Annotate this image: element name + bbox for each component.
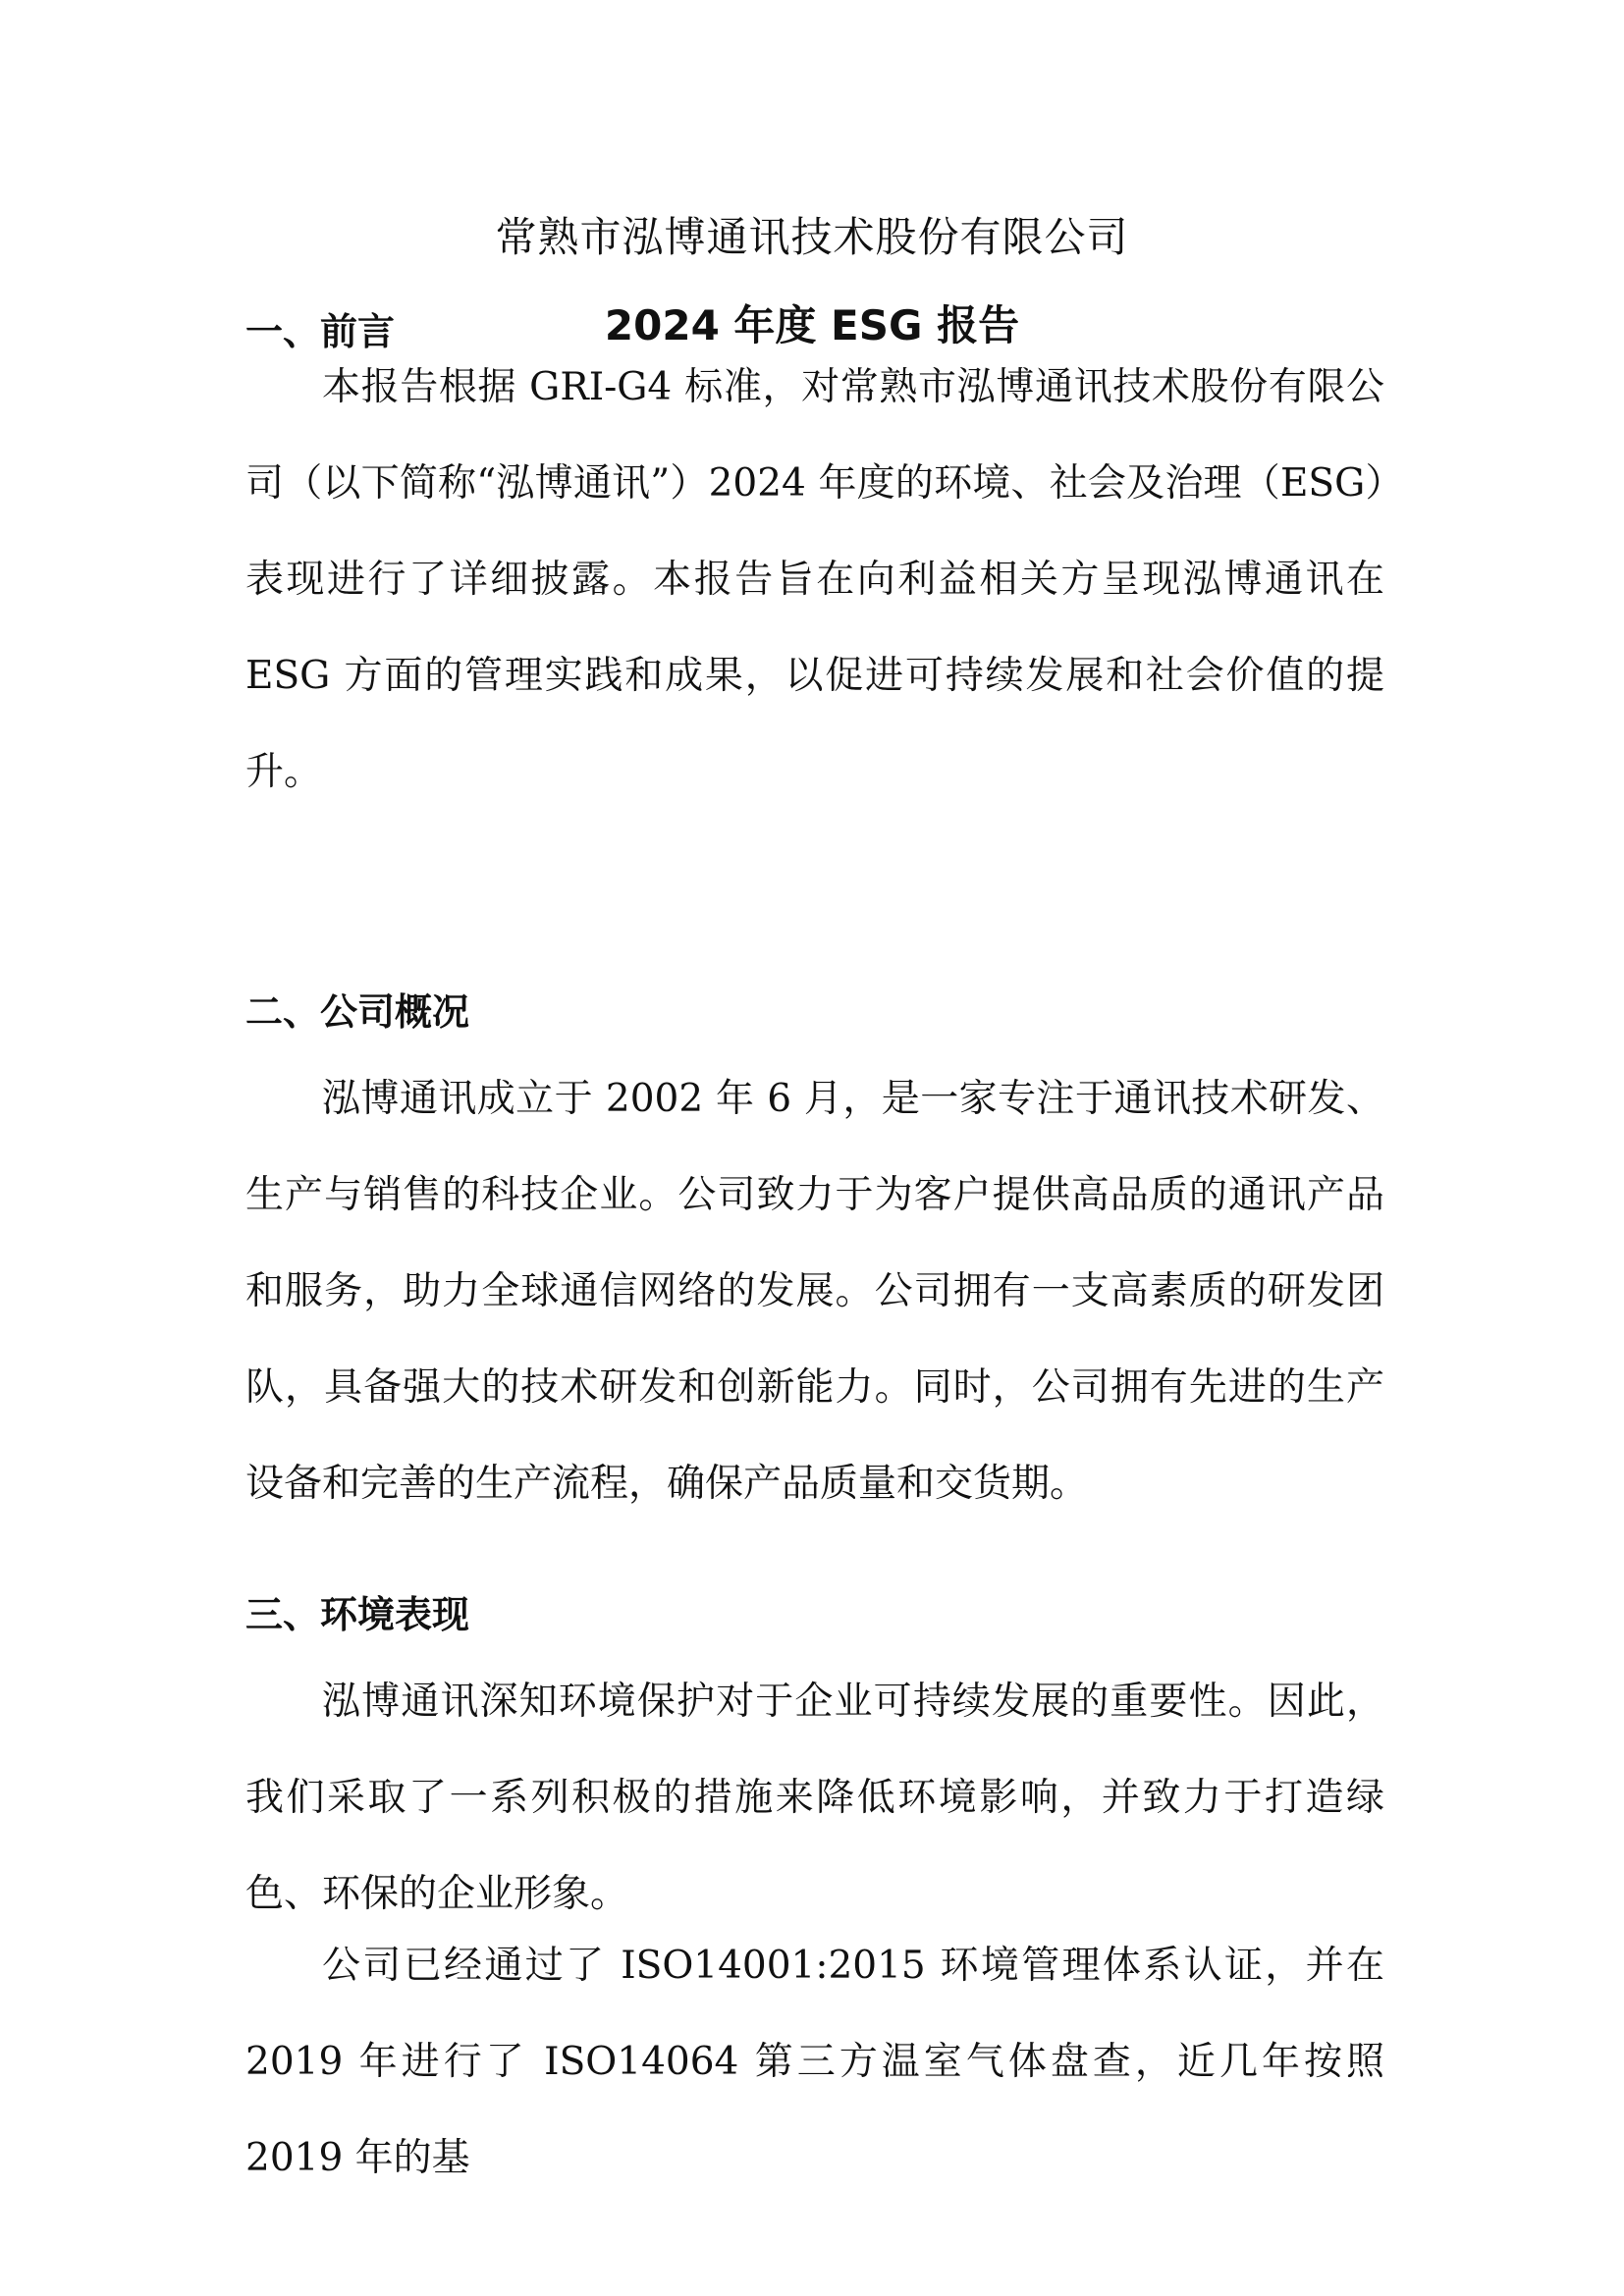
section-heading-environment: 三、环境表现 [245, 1593, 470, 1636]
section-heading-company-overview: 二、公司概况 [245, 990, 470, 1034]
report-title: 2024 年度 ESG 报告 [604, 301, 1020, 349]
section-heading-preface: 一、前言 [245, 310, 396, 353]
company-title: 常熟市泓博通讯技术股份有限公司 [495, 213, 1129, 261]
section-paragraph-company-overview: 泓博通讯成立于 2002 年 6 月，是一家专注于通讯技术研发、生产与销售的科技企业。公司致力于为客户提供高品质的通讯产品和服务，助力全球通信网络的发展。公司拥有一支高素质的研发团队，具备强大的技术研发和创新能力。同时，公司拥有先进的生产设备和完善的生产流程，确保产品质量和交货期。 [245, 1077, 1384, 1506]
section-paragraph-preface: 本报告根据 GRI-G4 标准，对常熟市泓博通讯技术股份有限公司（以下简称“泓博通讯”）2024 年度的环境、社会及治理（ESG）表现进行了详细披露。本报告旨在向利益相关方呈现泓博通讯在 ESG 方面的管理实践和成果，以促进可持续发展和社会价值的提升。 [245, 365, 1384, 794]
section-paragraph-environment-2: 公司已经通过了 ISO14001:2015 环境管理体系认证，并在 2019 年进行了 ISO14064 第三方温室气体盘查，近几年按照 2019 年的基 [245, 1944, 1384, 2180]
section-paragraph-environment-1: 泓博通讯深知环境保护对于企业可持续发展的重要性。因此，我们采取了一系列积极的措施来降低环境影响，并致力于打造绿色、环保的企业形象。 [245, 1680, 1384, 1916]
